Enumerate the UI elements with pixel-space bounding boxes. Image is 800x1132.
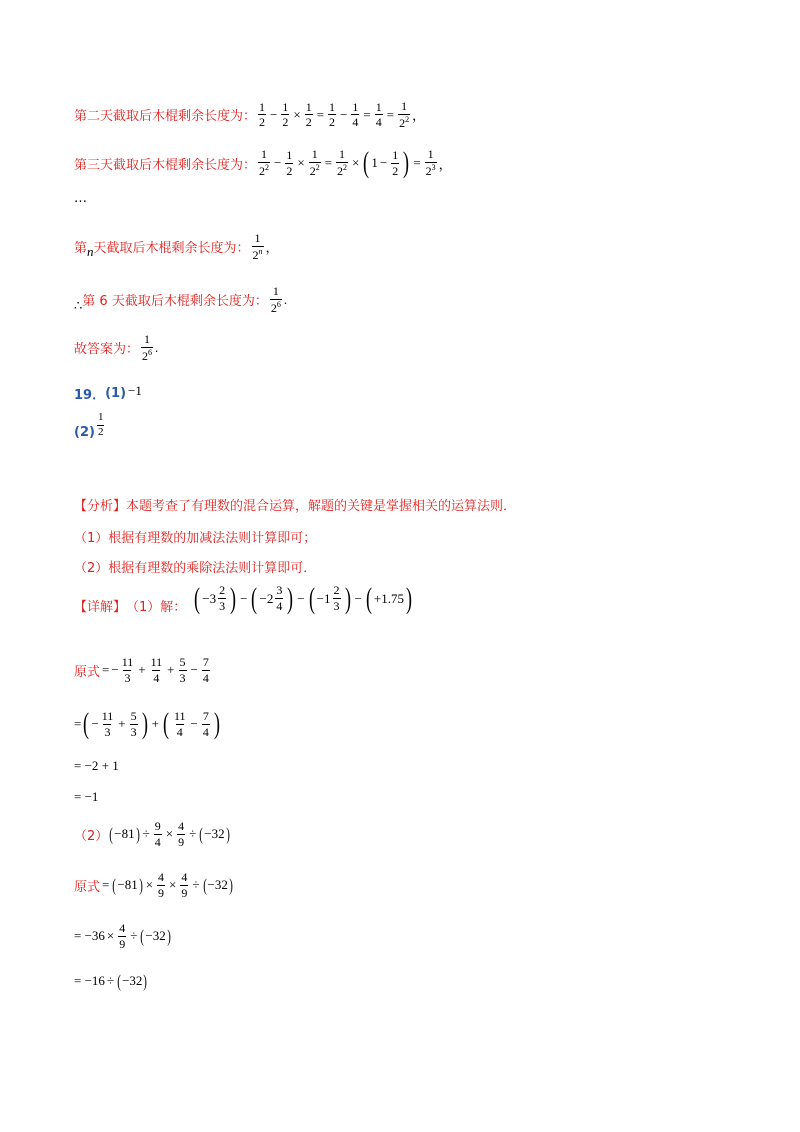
detail-part1-expression: ( −3 $\frac{2}{3}$ ) − ( −2 $\frac{3}{4}$ ) − ( −1 $\frac{2}{3}$ ) − ( +1.75 )	[194, 581, 412, 615]
detail1-step1	[74, 656, 212, 684]
day3-line	[74, 148, 452, 178]
day6-line	[74, 285, 287, 314]
analysis-tag: 【分析】	[74, 499, 127, 514]
detail-tag: 【详解】	[74, 600, 127, 615]
ellipsis-line	[74, 191, 87, 206]
dayn-label-post: 天截取后木棍剩余长度为：	[93, 241, 250, 257]
detail1-step2-expr: = ( − $\frac{11}{3}$ + $\frac{5}{3}$ ) + ( $\frac{11}{4}$ − $\frac{7}{4}$ )	[74, 707, 220, 740]
yuanshi-label-2: 原式	[74, 879, 101, 895]
analysis-step2: （2）根据有理数的乘除法法则计算即可．	[74, 561, 317, 576]
detail1-step3-expr: = −2 + 1	[74, 758, 119, 773]
day6-label: 第 6 天截取后木棍剩余长度为：	[82, 294, 268, 310]
detail-part2-expression: ( −81 ) ÷ $\frac{9}{4}$ × $\frac{4}{9}$ ÷ ( −32 )	[109, 819, 230, 849]
q19-part1-label: (1)	[105, 386, 127, 401]
q19-part2-line	[74, 411, 106, 440]
yuanshi-label: 原式	[74, 664, 101, 680]
day3-comma: ，	[438, 156, 452, 172]
day3-label: 第三天截取后木棍剩余长度为：	[74, 157, 257, 173]
day3-formula: $\frac{1}{2^2}$ − $\frac{1}{2}$ × $\frac{1}{2^2}$ = $\frac{1}{2^2}$ × ( 1 − $\frac{1}{2}$ ) = $\frac{1}{2^3}$	[259, 146, 436, 179]
dayn-formula: $\frac{1}{2^n}$	[252, 231, 263, 262]
dayn-label-pre: 第	[74, 241, 88, 257]
analysis-line	[74, 495, 516, 514]
analysis-step2-line	[74, 557, 316, 576]
detail-part1-label: （1）解：	[126, 600, 187, 615]
detail1-step4	[74, 789, 98, 805]
dayn-comma: ，	[265, 240, 279, 256]
ellipsis: …	[74, 191, 87, 206]
detail1-step3	[74, 758, 119, 774]
day2-comma: ，	[412, 108, 426, 124]
q19-part1-answer: −1	[128, 382, 142, 398]
detail1-step1-expr: = − $\frac{11}{3}$ + $\frac{11}{4}$ + $\frac{5}{3}$ − $\frac{7}{4}$	[102, 655, 209, 685]
day2-formula: $\frac{1}{2}$ − $\frac{1}{2}$ × $\frac{1}{2}$ = $\frac{1}{2}$ − $\frac{1}{4}$ = $\frac{1}{4}$ = $\frac{1}{2^2}$	[259, 99, 410, 130]
day6-formula: $\frac{1}{2^6}$	[270, 284, 281, 315]
day6-period: .	[283, 291, 288, 307]
detail1-step2	[74, 709, 222, 739]
dayn-line	[74, 232, 279, 261]
q19-part2-label: (2)	[74, 425, 95, 440]
q19-number: 19．	[74, 388, 106, 403]
detail2-step1	[74, 871, 234, 899]
therefore-symbol: ∴	[74, 297, 83, 313]
detail-part2-label: （2）	[74, 828, 109, 844]
answer-formula: $\frac{1}{2^6}$	[142, 332, 153, 363]
day2-label: 第二天截取后木棍剩余长度为：	[74, 109, 257, 125]
detail2-step3-expr: = −16 ÷ ( −32 )	[74, 971, 148, 991]
detail2-step2	[74, 922, 172, 950]
analysis-step1-line	[74, 527, 316, 546]
q19-part1-line	[74, 384, 142, 403]
answer-period: .	[155, 339, 159, 355]
detail1-step4-expr: = −1	[74, 789, 99, 804]
q19-part2-answer: $\frac{1}{2}$	[97, 411, 104, 438]
dayn-variable: n	[87, 243, 94, 259]
answer-line	[74, 333, 158, 362]
analysis-step1: （1）根据有理数的加减法法则计算即可；	[74, 531, 317, 546]
day2-line	[74, 100, 425, 129]
answer-label: 故答案为：	[74, 342, 140, 358]
analysis-text: 本题考查了有理数的混合运算，解题的关键是掌握相关的运算法则．	[126, 499, 517, 514]
detail2-step2-expr: = −36 × $\frac{4}{9}$ ÷ ( −32 )	[74, 921, 171, 951]
detail2-step3	[74, 972, 148, 990]
detail-part2-line	[74, 820, 231, 848]
detail2-step1-expr: = ( −81 ) × $\frac{4}{9}$ × $\frac{4}{9}$ ÷ ( −32 )	[102, 870, 233, 900]
detail-part1-line	[74, 582, 414, 615]
